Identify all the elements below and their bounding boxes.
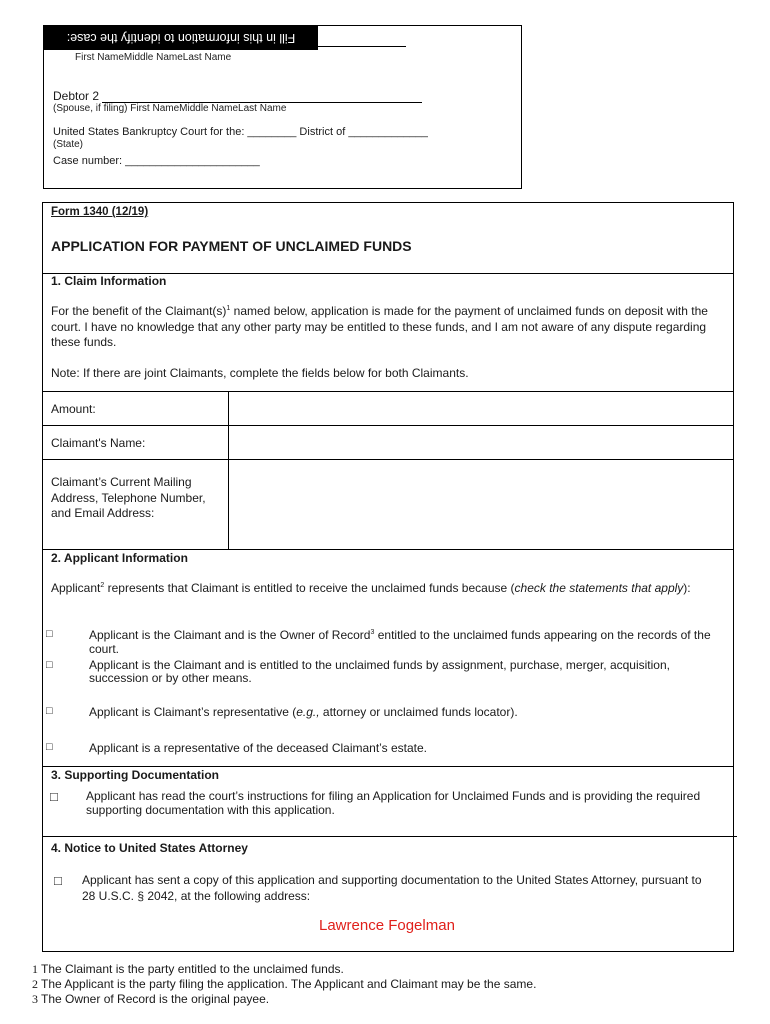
amount-label: Amount: (51, 402, 96, 416)
claim-paragraph (51, 304, 731, 351)
debtor1-name-line[interactable] (318, 34, 406, 47)
option3-text-b: attorney or unclaimed funds locator). (319, 705, 518, 719)
footnote-1 (32, 962, 344, 977)
footnote-2-text: The Applicant is the party filing the application. The Applicant and Claimant may be the same. (41, 977, 537, 991)
checkbox-estate[interactable]: □ (46, 741, 53, 753)
footnote-2 (32, 977, 536, 992)
checkbox-us-attorney[interactable]: □ (54, 873, 62, 888)
claimant-address-field[interactable] (229, 459, 733, 548)
claimant-name-field[interactable] (229, 425, 733, 458)
applicant-intro-c: ): (683, 581, 691, 595)
checkbox-supporting-docs[interactable]: □ (50, 789, 58, 804)
applicant-intro-a: Applicant (51, 581, 101, 595)
claimant-address-label: Claimant’s Current Mailing Address, Telephone Number, and Email Address: (51, 475, 206, 520)
section2-title: 2. Applicant Information (51, 551, 188, 565)
us-attorney-text: Applicant has sent a copy of this application and supporting documentation to the United States Attorney, pursuant to 28 U.S.C. § 2042, at the following address: (82, 873, 702, 903)
claim-paragraph-b: named below, application is made for the payment of unclaimed funds on deposit with the court. I have no knowledge that any other party may be entitled to these funds, and I am not aware of any dispute regarding these funds. (51, 304, 708, 349)
checkbox-owner-of-record[interactable]: □ (46, 628, 53, 640)
applicant-intro (51, 581, 721, 597)
applicant-intro-italic: check the statements that apply (514, 581, 684, 595)
form-title: APPLICATION FOR PAYMENT OF UNCLAIMED FUNDS (51, 238, 412, 254)
option-estate: Applicant is a representative of the deceased Claimant’s estate. (89, 741, 427, 755)
debtor2-sublabel: (Spouse, if filing) First NameMiddle NameLast Name (53, 103, 287, 114)
checkbox-representative[interactable]: □ (46, 705, 53, 717)
caption-banner: Fill in this information to identify the case: (44, 26, 318, 50)
form-id: Form 1340 (12/19) (51, 206, 149, 218)
court-line: United States Bankruptcy Court for the: ________ District of _____________ (53, 126, 428, 138)
footnote-3-num: 3 (32, 992, 38, 1006)
option-owner-of-record (89, 628, 729, 656)
section3-title: 3. Supporting Documentation (51, 768, 219, 782)
footnote-ref-3: 3 (370, 629, 375, 636)
debtor2-label: Debtor 2 (53, 89, 100, 103)
option1-text-b: entitled to the unclaimed funds appearing on the records of the court. (89, 628, 711, 656)
option3-italic: e.g., (296, 705, 320, 719)
applicant-intro-b: represents that Claimant is entitled to receive the unclaimed funds because ( (104, 581, 515, 595)
option-representative (89, 705, 518, 721)
supporting-docs-text: Applicant has read the court’s instructions for filing an Application for Unclaimed Funds and is providing the required supporting documentation with this application. (86, 789, 701, 817)
footnote-3 (32, 992, 269, 1007)
option-assignment: Applicant is the Claimant and is entitled to the unclaimed funds by assignment, purchase, merger, acquisition, succession or by other means. (89, 658, 670, 685)
section4-title: 4. Notice to United States Attorney (51, 841, 248, 855)
footnote-ref-1: 1 (226, 305, 231, 312)
amount-field[interactable] (229, 391, 733, 424)
attorney-name: Lawrence Fogelman (319, 917, 455, 934)
checkbox-assignment[interactable]: □ (46, 659, 53, 671)
claimant-name-label: Claimant's Name: (51, 436, 146, 450)
case-number-line[interactable]: Case number: ______________________ (53, 155, 260, 167)
claim-paragraph-a: For the benefit of the Claimant(s) (51, 304, 227, 318)
state-label: (State) (53, 139, 84, 150)
debtor2-name-line[interactable] (102, 89, 422, 103)
section1-title: 1. Claim Information (51, 274, 167, 288)
footnote-2-num: 2 (32, 977, 38, 991)
joint-claimant-note: Note: If there are joint Claimants, complete the fields below for both Claimants. (51, 366, 469, 380)
footnote-3-text: The Owner of Record is the original payee. (41, 992, 270, 1006)
footnote-1-num: 1 (32, 962, 38, 976)
footnote-1-text: The Claimant is the party entitled to the unclaimed funds. (41, 962, 344, 976)
option1-text-a: Applicant is the Claimant and is the Owner of Record (89, 628, 371, 642)
footnote-ref-2: 2 (100, 582, 105, 589)
option3-text-a: Applicant is Claimant’s representative ( (89, 705, 297, 719)
debtor1-sublabel: First NameMiddle NameLast Name (75, 52, 232, 63)
